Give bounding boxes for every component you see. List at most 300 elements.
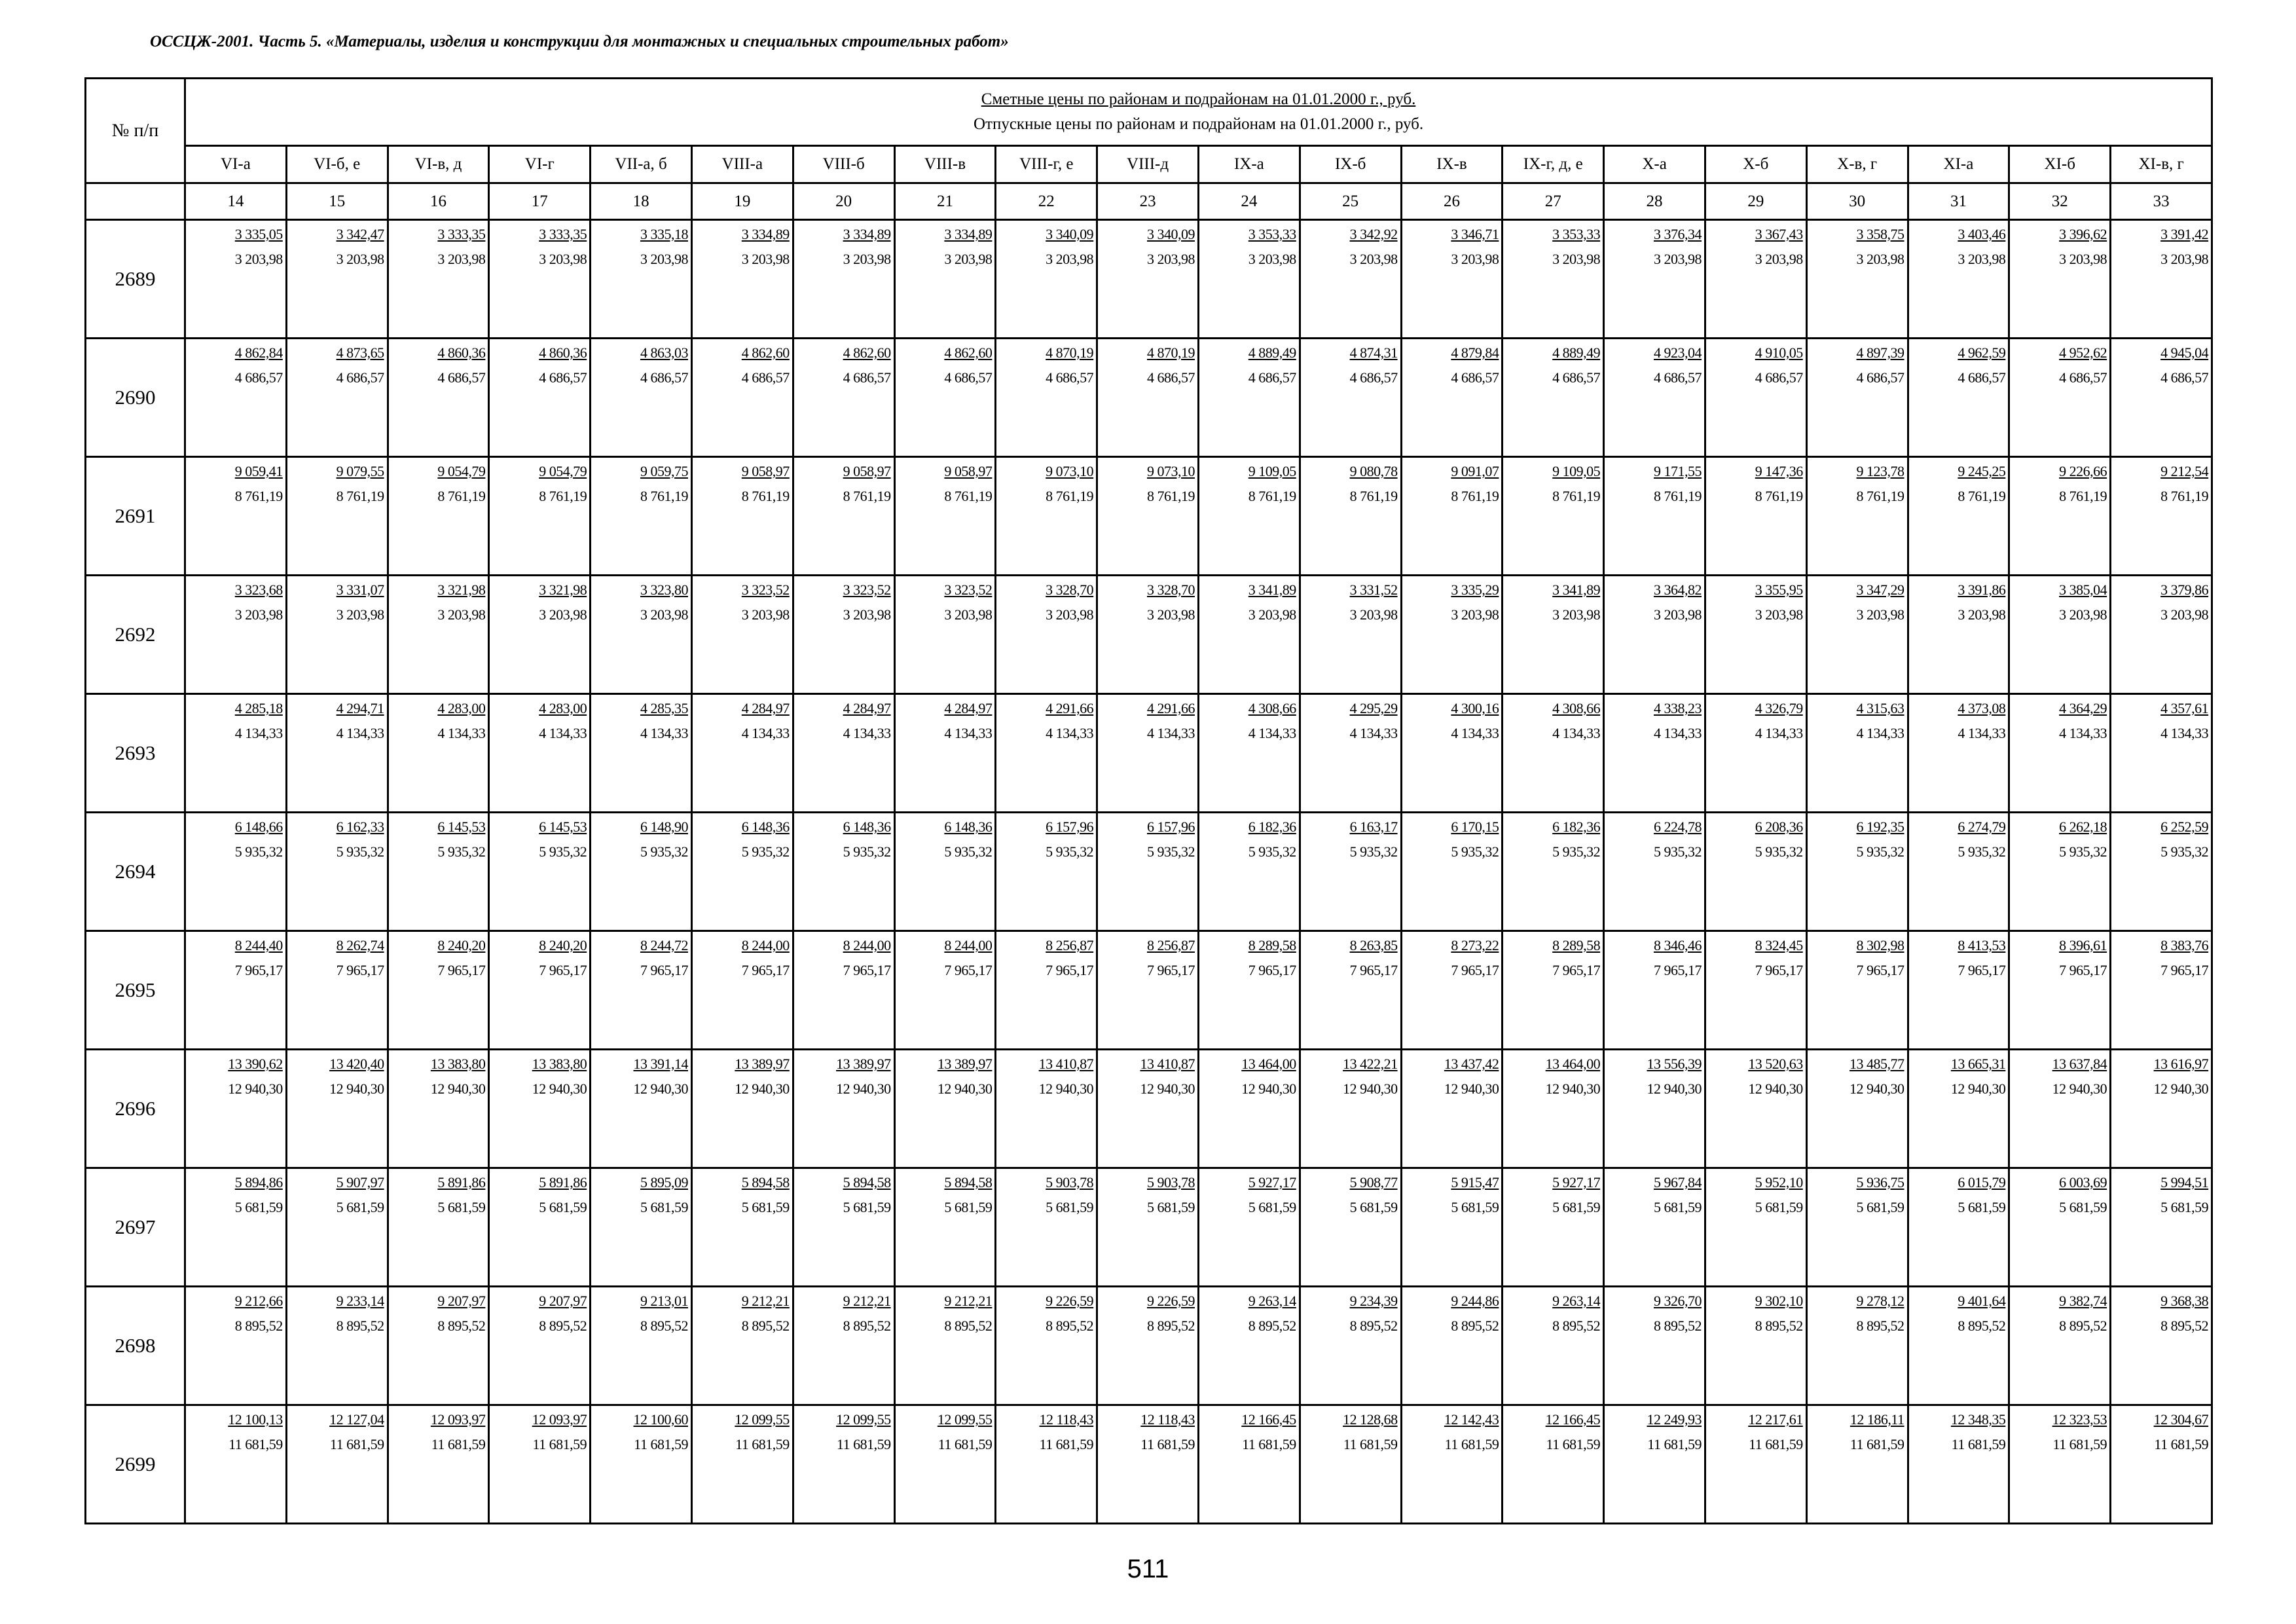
- release-price: 4 134,33: [640, 725, 688, 741]
- price-cell: [185, 576, 287, 694]
- release-price: 5 935,32: [1958, 843, 2006, 860]
- release-price: 4 686,57: [336, 369, 384, 386]
- header-row-column-numbers: [86, 183, 2212, 220]
- release-price: 8 895,52: [1248, 1318, 1296, 1334]
- price-cell: [894, 1050, 996, 1168]
- estimate-price: 4 357,61: [2160, 700, 2209, 716]
- price-cell: [1908, 694, 2009, 813]
- table-head: [86, 79, 2212, 220]
- price-cell: [2111, 1287, 2212, 1405]
- estimate-price: 4 326,79: [1755, 700, 1803, 716]
- estimate-price: 3 323,68: [234, 581, 283, 598]
- price-cell: [1401, 694, 1503, 813]
- estimate-price: 6 157,96: [1146, 819, 1195, 835]
- price-cell: [286, 339, 388, 457]
- price-cell: [388, 813, 489, 931]
- column-number: 24: [1198, 183, 1300, 220]
- price-cell: [1705, 813, 1806, 931]
- estimate-price: 12 093,97: [430, 1411, 486, 1428]
- estimate-price: 9 212,21: [843, 1293, 891, 1309]
- estimate-price: 5 994,51: [2160, 1174, 2209, 1190]
- release-price: 7 965,17: [1349, 962, 1398, 978]
- estimate-price: 3 355,95: [1755, 581, 1803, 598]
- release-price: 3 203,98: [1755, 251, 1803, 267]
- estimate-price: 9 079,55: [336, 463, 384, 479]
- price-cell: [1806, 457, 1908, 576]
- release-price: 11 681,59: [938, 1436, 993, 1452]
- release-price: 8 895,52: [944, 1318, 993, 1334]
- release-price: 4 134,33: [437, 725, 486, 741]
- release-price: 8 895,52: [336, 1318, 384, 1334]
- estimate-price: 3 340,09: [1046, 226, 1094, 242]
- price-cell: [793, 1168, 894, 1287]
- price-cell: [1097, 1405, 1199, 1524]
- column-number: 14: [185, 183, 287, 220]
- price-cell: [1908, 576, 2009, 694]
- price-cell: [1198, 1287, 1300, 1405]
- price-cell: [1503, 931, 1604, 1050]
- estimate-price: 3 364,82: [1653, 581, 1702, 598]
- release-price: 11 681,59: [1039, 1436, 1094, 1452]
- price-cell: [1300, 457, 1401, 576]
- release-price: 11 681,59: [1850, 1436, 1904, 1452]
- price-cell: [286, 1168, 388, 1287]
- region-header: VIII-г, е: [996, 146, 1097, 183]
- price-cell: [591, 1405, 692, 1524]
- empty-number-cell: [86, 183, 185, 220]
- estimate-price: 12 348,35: [1950, 1411, 2006, 1428]
- column-number: 18: [591, 183, 692, 220]
- price-cell: [1401, 457, 1503, 576]
- price-cell: [1604, 1405, 1705, 1524]
- column-number: 21: [894, 183, 996, 220]
- price-cell: [2009, 813, 2111, 931]
- price-cell: [691, 931, 793, 1050]
- release-price: 5 935,32: [1248, 843, 1296, 860]
- estimate-price: 4 889,49: [1552, 344, 1601, 361]
- estimate-price: 8 244,40: [234, 937, 283, 953]
- estimate-price: 9 233,14: [336, 1293, 384, 1309]
- price-cell: [691, 694, 793, 813]
- release-price: 4 686,57: [1552, 369, 1601, 386]
- release-price: 5 935,32: [1755, 843, 1803, 860]
- estimate-price: 4 862,60: [741, 344, 790, 361]
- region-header: VI-а: [185, 146, 287, 183]
- release-price: 3 203,98: [640, 606, 688, 623]
- estimate-price: 5 891,86: [539, 1174, 587, 1190]
- release-price: 5 681,59: [1248, 1199, 1296, 1215]
- release-price: 5 681,59: [1653, 1199, 1702, 1215]
- release-price: 3 203,98: [2160, 606, 2209, 623]
- estimate-price: 4 300,16: [1451, 700, 1499, 716]
- release-price: 4 686,57: [539, 369, 587, 386]
- estimate-price: 3 346,71: [1451, 226, 1499, 242]
- release-price: 11 681,59: [1444, 1436, 1499, 1452]
- estimate-price: 6 274,79: [1958, 819, 2006, 835]
- release-price: 3 203,98: [336, 251, 384, 267]
- column-number: 22: [996, 183, 1097, 220]
- estimate-price: 3 323,80: [640, 581, 688, 598]
- price-cell: [1705, 1405, 1806, 1524]
- price-cell: [1097, 813, 1199, 931]
- document-header: ОССЦЖ-2001. Часть 5. «Материалы, изделия и конструкции для монтажных и специальных строительных работ»: [150, 33, 1009, 50]
- estimate-price: 8 244,72: [640, 937, 688, 953]
- estimate-price: 3 358,75: [1856, 226, 1904, 242]
- release-price: 11 681,59: [836, 1436, 891, 1452]
- price-cell: [185, 339, 287, 457]
- estimate-price: 9 207,97: [437, 1293, 486, 1309]
- release-price: 7 965,17: [336, 962, 384, 978]
- page-number: 511: [1127, 1555, 1169, 1583]
- release-price: 8 761,19: [1146, 488, 1195, 504]
- release-price: 7 965,17: [1451, 962, 1499, 978]
- estimate-price: 9 263,14: [1248, 1293, 1296, 1309]
- price-cell: [1908, 457, 2009, 576]
- estimate-price: 12 099,55: [937, 1411, 993, 1428]
- estimate-price: 6 170,15: [1451, 819, 1499, 835]
- estimate-price: 4 870,19: [1046, 344, 1094, 361]
- price-cell: [1705, 457, 1806, 576]
- price-cell: [1604, 1168, 1705, 1287]
- price-cell: [388, 339, 489, 457]
- estimate-price: 12 217,61: [1748, 1411, 1803, 1428]
- price-cell: [286, 576, 388, 694]
- price-cell: [489, 1405, 591, 1524]
- estimate-price: 9 401,64: [1958, 1293, 2006, 1309]
- price-cell: [1198, 1168, 1300, 1287]
- price-cell: [1806, 931, 1908, 1050]
- estimate-price: 3 367,43: [1755, 226, 1803, 242]
- estimate-price: 4 364,29: [2059, 700, 2107, 716]
- estimate-price: 9 109,05: [1552, 463, 1601, 479]
- price-cell: [286, 813, 388, 931]
- estimate-price: 3 321,98: [437, 581, 486, 598]
- release-price: 3 203,98: [539, 606, 587, 623]
- estimate-price: 13 422,21: [1343, 1056, 1398, 1072]
- price-cell: [1300, 813, 1401, 931]
- release-price: 3 203,98: [1856, 606, 1904, 623]
- release-price: 8 895,52: [1046, 1318, 1094, 1334]
- release-price: 7 965,17: [437, 962, 486, 978]
- row-number: 2699: [86, 1405, 185, 1524]
- estimate-price: 8 262,74: [336, 937, 384, 953]
- estimate-price: 8 383,76: [2160, 937, 2209, 953]
- estimate-price: 6 148,36: [843, 819, 891, 835]
- price-cell: [185, 457, 287, 576]
- estimate-price: 8 240,20: [437, 937, 486, 953]
- price-cell: [1401, 813, 1503, 931]
- estimate-price: 6 262,18: [2059, 819, 2107, 835]
- table-row: [86, 694, 2212, 813]
- release-price: 8 895,52: [2059, 1318, 2107, 1334]
- release-price: 7 965,17: [2160, 962, 2209, 978]
- release-price: 8 761,19: [2059, 488, 2107, 504]
- estimate-price: 13 637,84: [2052, 1056, 2107, 1072]
- release-price: 12 940,30: [1850, 1080, 1904, 1097]
- price-cell: [2111, 931, 2212, 1050]
- price-cell: [793, 457, 894, 576]
- release-price: 5 681,59: [944, 1199, 993, 1215]
- release-price: 4 134,33: [1856, 725, 1904, 741]
- row-number: 2689: [86, 220, 185, 339]
- region-header: IX-б: [1300, 146, 1401, 183]
- header-row-regions: [86, 146, 2212, 183]
- region-header: XI-в, г: [2111, 146, 2212, 183]
- estimate-price: 4 923,04: [1653, 344, 1702, 361]
- table-row: [86, 931, 2212, 1050]
- column-number: 20: [793, 183, 894, 220]
- release-price: 4 134,33: [741, 725, 790, 741]
- price-cell: [591, 457, 692, 576]
- estimate-price: 8 346,46: [1653, 937, 1702, 953]
- estimate-price: 4 294,71: [336, 700, 384, 716]
- estimate-price: 5 927,17: [1552, 1174, 1601, 1190]
- estimate-price: 8 289,58: [1552, 937, 1601, 953]
- estimate-price: 4 284,97: [944, 700, 993, 716]
- table-row: [86, 457, 2212, 576]
- estimate-price: 9 368,38: [2160, 1293, 2209, 1309]
- price-cell: [591, 339, 692, 457]
- price-cell: [996, 339, 1097, 457]
- release-price: 3 203,98: [1653, 251, 1702, 267]
- release-price: 7 965,17: [1755, 962, 1803, 978]
- price-cell: [691, 576, 793, 694]
- price-cell: [1806, 576, 1908, 694]
- column-number: 31: [1908, 183, 2009, 220]
- estimate-price: 8 302,98: [1856, 937, 1904, 953]
- release-price: 4 134,33: [1755, 725, 1803, 741]
- price-cell: [793, 220, 894, 339]
- estimate-price: 12 166,45: [1545, 1411, 1601, 1428]
- price-cell: [286, 1050, 388, 1168]
- estimate-price: 3 323,52: [741, 581, 790, 598]
- release-price: 3 203,98: [2059, 606, 2107, 623]
- price-cell: [1198, 576, 1300, 694]
- estimate-price: 3 341,89: [1552, 581, 1601, 598]
- release-price: 4 686,57: [2160, 369, 2209, 386]
- estimate-price: 6 252,59: [2160, 819, 2209, 835]
- release-price: 4 134,33: [843, 725, 891, 741]
- release-price: 4 686,57: [1653, 369, 1702, 386]
- price-cell: [388, 1168, 489, 1287]
- release-price: 7 965,17: [1958, 962, 2006, 978]
- release-price: 5 935,32: [1552, 843, 1601, 860]
- price-cell: [793, 931, 894, 1050]
- estimate-price: 9 212,54: [2160, 463, 2209, 479]
- estimate-price: 12 099,55: [836, 1411, 891, 1428]
- table-row: [86, 339, 2212, 457]
- release-price: 5 681,59: [1146, 1199, 1195, 1215]
- price-cell: [996, 220, 1097, 339]
- release-price: 7 965,17: [1046, 962, 1094, 978]
- price-cell: [1401, 1168, 1503, 1287]
- release-price: 12 940,30: [1950, 1080, 2006, 1097]
- price-cell: [894, 931, 996, 1050]
- estimate-price: 4 284,97: [843, 700, 891, 716]
- estimate-price: 4 897,39: [1856, 344, 1904, 361]
- estimate-price: 6 157,96: [1046, 819, 1094, 835]
- release-price: 4 134,33: [1146, 725, 1195, 741]
- estimate-price: 3 391,86: [1958, 581, 2006, 598]
- estimate-price: 3 342,92: [1349, 226, 1398, 242]
- estimate-price: 5 895,09: [640, 1174, 688, 1190]
- price-cell: [489, 339, 591, 457]
- release-price: 5 935,32: [234, 843, 283, 860]
- price-cell: [1604, 931, 1705, 1050]
- release-price: 7 965,17: [1146, 962, 1195, 978]
- price-cell: [489, 694, 591, 813]
- estimate-price: 8 413,53: [1958, 937, 2006, 953]
- release-price: 4 134,33: [1958, 725, 2006, 741]
- price-cell: [2009, 1050, 2111, 1168]
- estimate-price: 5 907,97: [336, 1174, 384, 1190]
- release-price: 12 940,30: [1343, 1080, 1398, 1097]
- price-cell: [2111, 457, 2212, 576]
- release-price: 12 940,30: [2052, 1080, 2107, 1097]
- price-cell: [591, 694, 692, 813]
- release-price: 5 935,32: [741, 843, 790, 860]
- release-price: 3 203,98: [640, 251, 688, 267]
- price-cell: [388, 1050, 489, 1168]
- estimate-price: 9 302,10: [1755, 1293, 1803, 1309]
- price-cell: [996, 1287, 1097, 1405]
- price-title-header: [185, 79, 2212, 146]
- estimate-price: 6 003,69: [2059, 1174, 2107, 1190]
- price-cell: [489, 1168, 591, 1287]
- estimate-price: 5 927,17: [1248, 1174, 1296, 1190]
- price-cell: [2009, 576, 2111, 694]
- row-number: 2690: [86, 339, 185, 457]
- estimate-price: 4 285,35: [640, 700, 688, 716]
- estimate-price: 4 945,04: [2160, 344, 2209, 361]
- estimate-price: 9 226,59: [1046, 1293, 1094, 1309]
- release-price: 3 203,98: [1046, 251, 1094, 267]
- release-price: 12 940,30: [633, 1080, 688, 1097]
- price-cell: [185, 1168, 287, 1287]
- row-number: 2695: [86, 931, 185, 1050]
- estimate-price: 9 123,78: [1856, 463, 1904, 479]
- price-cell: [996, 457, 1097, 576]
- release-price: 4 134,33: [539, 725, 587, 741]
- price-cell: [2009, 1287, 2111, 1405]
- price-cell: [1908, 813, 2009, 931]
- column-number: 29: [1705, 183, 1806, 220]
- price-cell: [996, 1168, 1097, 1287]
- price-cell: [793, 1050, 894, 1168]
- estimate-price: 9 212,21: [944, 1293, 993, 1309]
- price-cell: [1503, 1050, 1604, 1168]
- release-price: 12 940,30: [735, 1080, 790, 1097]
- release-price: 5 935,32: [2059, 843, 2107, 860]
- price-cell: [793, 339, 894, 457]
- release-price: 4 686,57: [1451, 369, 1499, 386]
- price-cell: [1705, 220, 1806, 339]
- release-price: 12 940,30: [430, 1080, 486, 1097]
- estimate-price: 6 182,36: [1552, 819, 1601, 835]
- estimate-price: 13 389,97: [836, 1056, 891, 1072]
- release-price: 3 203,98: [336, 606, 384, 623]
- release-price: 3 203,98: [234, 251, 283, 267]
- release-price: 11 681,59: [1647, 1436, 1702, 1452]
- release-price: 12 940,30: [532, 1080, 587, 1097]
- release-price: 4 134,33: [1451, 725, 1499, 741]
- release-price: 5 935,32: [1349, 843, 1398, 860]
- column-number: 33: [2111, 183, 2212, 220]
- price-cell: [691, 220, 793, 339]
- estimate-price: 5 915,47: [1451, 1174, 1499, 1190]
- estimate-price: 12 142,43: [1444, 1411, 1499, 1428]
- price-cell: [185, 1287, 287, 1405]
- estimate-price: 3 353,33: [1552, 226, 1601, 242]
- release-price: 3 203,98: [539, 251, 587, 267]
- price-cell: [1097, 457, 1199, 576]
- release-price: 7 965,17: [2059, 962, 2107, 978]
- release-price: 4 134,33: [336, 725, 384, 741]
- estimate-price: 3 341,89: [1248, 581, 1296, 598]
- region-header: VIII-в: [894, 146, 996, 183]
- estimate-price: 12 304,67: [2153, 1411, 2209, 1428]
- price-cell: [2009, 694, 2111, 813]
- estimate-price: 3 334,89: [944, 226, 993, 242]
- price-cell: [1604, 457, 1705, 576]
- estimate-price: 12 127,04: [329, 1411, 384, 1428]
- region-header: VI-г: [489, 146, 591, 183]
- price-cell: [286, 931, 388, 1050]
- release-price: 4 134,33: [2059, 725, 2107, 741]
- table-row: [86, 1405, 2212, 1524]
- price-cell: [793, 576, 894, 694]
- estimate-price: 9 213,01: [640, 1293, 688, 1309]
- release-price: 4 134,33: [1552, 725, 1601, 741]
- price-cell: [1503, 1287, 1604, 1405]
- estimate-price: 8 396,61: [2059, 937, 2107, 953]
- table-row: [86, 220, 2212, 339]
- release-price: 3 203,98: [437, 606, 486, 623]
- release-price: 11 681,59: [634, 1436, 688, 1452]
- price-cell: [1198, 931, 1300, 1050]
- header-row-title: [86, 79, 2212, 146]
- estimate-price: 13 464,00: [1545, 1056, 1601, 1072]
- estimate-price: 13 389,97: [937, 1056, 993, 1072]
- price-cell: [1806, 220, 1908, 339]
- estimate-price: 3 403,46: [1958, 226, 2006, 242]
- estimate-price: 6 148,36: [944, 819, 993, 835]
- estimate-price: 6 145,53: [437, 819, 486, 835]
- price-cell: [286, 694, 388, 813]
- release-price: 3 203,98: [437, 251, 486, 267]
- region-header: VI-в, д: [388, 146, 489, 183]
- column-number: 23: [1097, 183, 1199, 220]
- price-cell: [1198, 1050, 1300, 1168]
- release-price: 7 965,17: [944, 962, 993, 978]
- release-price: 12 940,30: [1545, 1080, 1601, 1097]
- price-cell: [1806, 1050, 1908, 1168]
- column-number: 17: [489, 183, 591, 220]
- region-header: IX-г, д, е: [1503, 146, 1604, 183]
- estimate-price: 8 256,87: [1046, 937, 1094, 953]
- estimate-price: 4 952,62: [2059, 344, 2107, 361]
- estimate-price: 5 936,75: [1856, 1174, 1904, 1190]
- estimate-price: 3 321,98: [539, 581, 587, 598]
- release-price: 3 203,98: [2160, 251, 2209, 267]
- price-cell: [894, 220, 996, 339]
- estimate-price: 12 186,11: [1850, 1411, 1904, 1428]
- price-cell: [1908, 220, 2009, 339]
- release-price: 8 895,52: [539, 1318, 587, 1334]
- estimate-price: 12 128,68: [1343, 1411, 1398, 1428]
- price-cell: [894, 457, 996, 576]
- price-cell: [1097, 931, 1199, 1050]
